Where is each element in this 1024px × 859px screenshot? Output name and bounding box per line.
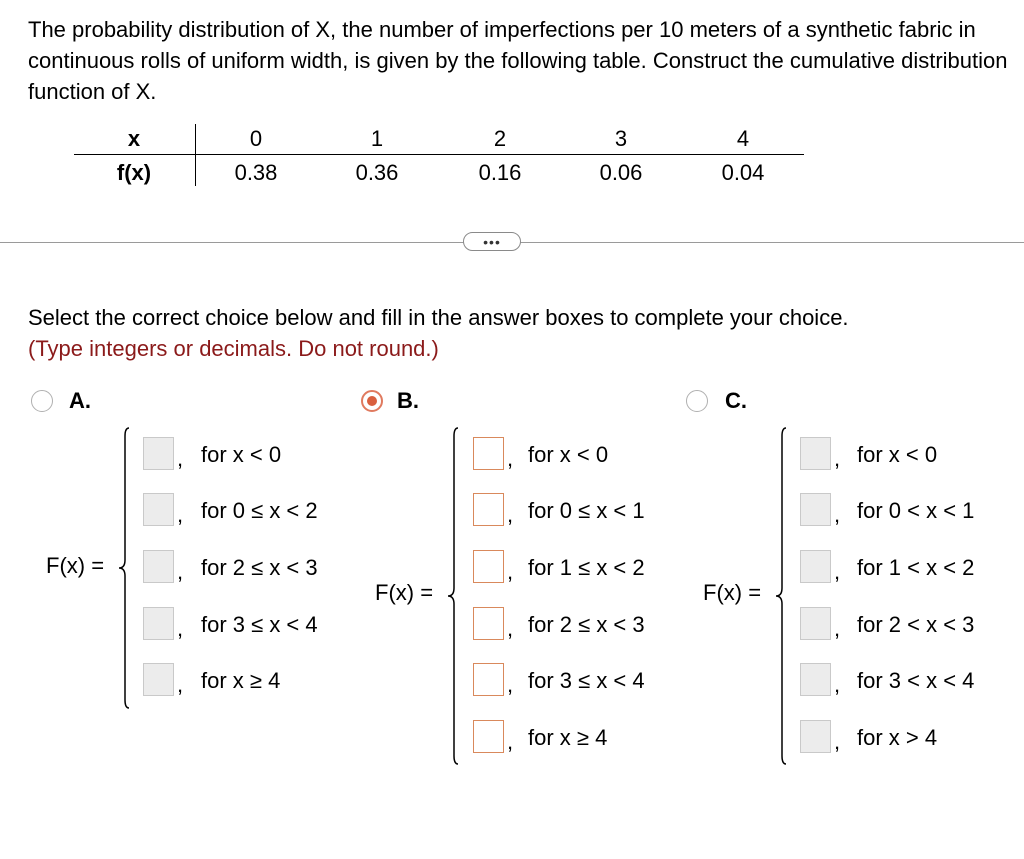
comma: , — [834, 446, 841, 471]
comma: , — [177, 502, 184, 527]
choice-a-condition: for x ≥ 4 — [201, 668, 281, 693]
comma: , — [177, 616, 184, 641]
instructions-main: Select the correct choice below and fill in the answer boxes to complete your choice. — [28, 305, 849, 330]
choice-c-condition: for x < 0 — [857, 442, 938, 467]
choice-b-answer-box[interactable] — [473, 720, 504, 753]
choice-c-radio[interactable] — [686, 390, 708, 412]
choice-b-fx-label: F(x) = — [375, 580, 434, 605]
x-value: 0 — [249, 126, 263, 151]
choice-c-answer-box[interactable] — [800, 607, 831, 640]
choice-a-answer-box[interactable] — [143, 550, 174, 583]
choice-a-condition: for 3 ≤ x < 4 — [201, 612, 318, 637]
choice-b-answer-box[interactable] — [473, 493, 504, 526]
choice-a-condition: for 2 ≤ x < 3 — [201, 555, 318, 580]
choice-c-answer-box[interactable] — [800, 437, 831, 470]
choice-c-answer-box[interactable] — [800, 493, 831, 526]
choice-a[interactable] — [31, 388, 141, 414]
x-value: 3 — [614, 126, 628, 151]
choice-c-answer-box[interactable] — [800, 550, 831, 583]
fx-value: 0.16 — [478, 160, 522, 185]
comma: , — [177, 559, 184, 584]
fx-header: f(x) — [116, 160, 152, 185]
comma: , — [507, 559, 514, 584]
fx-value: 0.06 — [599, 160, 643, 185]
choice-b-answer-box[interactable] — [473, 663, 504, 696]
comma: , — [507, 672, 514, 697]
choice-b-condition: for 0 ≤ x < 1 — [528, 498, 645, 523]
instructions — [28, 302, 1008, 364]
choice-c-fx-label: F(x) = — [703, 580, 762, 605]
comma: , — [177, 446, 184, 471]
fx-value: 0.36 — [355, 160, 399, 185]
question-text: The probability distribution of X, the number of imperfections per 10 meters of a synthetic fabric in continuous rolls of uniform width, is given by the following table. Construct the cumulative distribution function of X. — [28, 17, 1008, 104]
choice-b-condition: for x < 0 — [528, 442, 609, 467]
choice-a-radio[interactable] — [31, 390, 53, 412]
comma: , — [507, 446, 514, 471]
table-vertical-rule — [195, 124, 196, 186]
comma: , — [507, 729, 514, 754]
instructions-hint: (Type integers or decimals. Do not round.) — [28, 336, 439, 361]
choice-c-letter: C. — [725, 388, 747, 413]
choice-c[interactable] — [686, 388, 796, 414]
comma: , — [177, 672, 184, 697]
choice-a-answer-box[interactable] — [143, 607, 174, 640]
choice-b-condition: for 3 ≤ x < 4 — [528, 668, 645, 693]
comma: , — [834, 559, 841, 584]
table-horizontal-rule — [74, 154, 804, 155]
comma: , — [834, 729, 841, 754]
choice-b-answer-box[interactable] — [473, 550, 504, 583]
x-value: 2 — [493, 126, 507, 151]
choice-c-condition: for 0 < x < 1 — [857, 498, 975, 523]
more-button[interactable]: ••• — [463, 232, 521, 251]
comma: , — [507, 616, 514, 641]
choice-b-letter: B. — [397, 388, 419, 413]
choice-c-condition: for 1 < x < 2 — [857, 555, 975, 580]
choice-c-condition: for 2 < x < 3 — [857, 612, 975, 637]
left-brace-icon — [773, 426, 789, 766]
choice-b-condition: for 2 ≤ x < 3 — [528, 612, 645, 637]
x-value: 1 — [370, 126, 384, 151]
fx-value: 0.38 — [234, 160, 278, 185]
choice-c-condition: for 3 < x < 4 — [857, 668, 975, 693]
comma: , — [834, 672, 841, 697]
choice-a-fx-label: F(x) = — [46, 553, 105, 578]
fx-value: 0.04 — [721, 160, 765, 185]
choice-a-condition: for x < 0 — [201, 442, 282, 467]
choice-b-condition: for 1 ≤ x < 2 — [528, 555, 645, 580]
comma: , — [834, 502, 841, 527]
choice-a-answer-box[interactable] — [143, 493, 174, 526]
left-brace-icon — [116, 426, 132, 710]
choice-c-answer-box[interactable] — [800, 663, 831, 696]
choice-a-condition: for 0 ≤ x < 2 — [201, 498, 318, 523]
choice-b-answer-box[interactable] — [473, 607, 504, 640]
choice-a-answer-box[interactable] — [143, 663, 174, 696]
choice-b-radio[interactable] — [361, 390, 383, 412]
comma: , — [834, 616, 841, 641]
choice-c-condition: for x > 4 — [857, 725, 938, 750]
choice-b-answer-box[interactable] — [473, 437, 504, 470]
distribution-table — [74, 124, 804, 190]
left-brace-icon — [445, 426, 461, 766]
comma: , — [507, 502, 514, 527]
x-header: x — [127, 126, 141, 151]
choice-b[interactable] — [361, 388, 471, 414]
choice-a-letter: A. — [69, 388, 91, 413]
choice-b-condition: for x ≥ 4 — [528, 725, 608, 750]
choice-c-answer-box[interactable] — [800, 720, 831, 753]
x-value: 4 — [736, 126, 750, 151]
choice-a-answer-box[interactable] — [143, 437, 174, 470]
